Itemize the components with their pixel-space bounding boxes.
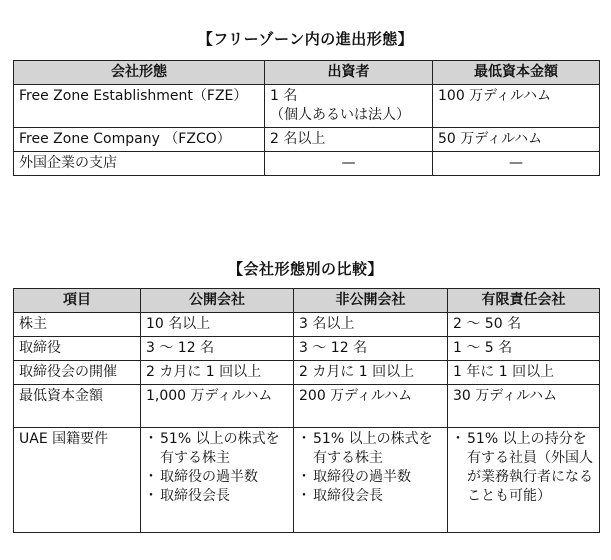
table-cell: 2 ～ 50 名 xyxy=(448,313,600,337)
table-cell: 1,000 万ディルハム xyxy=(141,385,294,428)
table-cell: — xyxy=(265,152,433,176)
requirement-list xyxy=(146,430,288,506)
row-label: 取締役会の開催 xyxy=(14,361,141,385)
requirement-list xyxy=(453,430,594,506)
table-cell: 2 カ月に 1 回以上 xyxy=(141,361,294,385)
table-cell: 2 名以上 xyxy=(265,128,433,152)
column-header: 非公開会社 xyxy=(294,289,448,313)
table-header-row xyxy=(14,289,600,313)
list-item: ・ 取締役会長 xyxy=(146,487,288,506)
list-item: ・ 51% 以上の株式を有する株主 xyxy=(146,430,288,468)
table-row xyxy=(14,85,600,128)
list-item: ・ 取締役会長 xyxy=(299,487,442,506)
table-header-row xyxy=(14,61,600,85)
table-cell: 10 名以上 xyxy=(141,313,294,337)
row-label: 最低資本金額 xyxy=(14,385,141,428)
table-row xyxy=(14,128,600,152)
table-cell: 30 万ディルハム xyxy=(448,385,600,428)
table-row xyxy=(14,385,600,428)
table-row xyxy=(14,361,600,385)
table-cell: 200 万ディルハム xyxy=(294,385,448,428)
row-label: 取締役 xyxy=(14,337,141,361)
table-cell: 1 名 （個人あるいは法人） xyxy=(265,85,433,128)
table-cell: Free Zone Establishment（FZE） xyxy=(14,85,265,128)
column-header: 項目 xyxy=(14,289,141,313)
row-label: UAE 国籍要件 xyxy=(14,428,141,533)
column-header: 公開会社 xyxy=(141,289,294,313)
requirement-list xyxy=(299,430,442,506)
table-cell: 外国企業の支店 xyxy=(14,152,265,176)
column-header: 有限責任会社 xyxy=(448,289,600,313)
table-row xyxy=(14,428,600,533)
table-cell xyxy=(448,428,600,533)
table-cell xyxy=(141,428,294,533)
table-row xyxy=(14,337,600,361)
column-header: 出資者 xyxy=(265,61,433,85)
table-cell: Free Zone Company （FZCO） xyxy=(14,128,265,152)
table-cell: 100 万ディルハム xyxy=(433,85,600,128)
table-cell xyxy=(294,428,448,533)
column-header: 会社形態 xyxy=(14,61,265,85)
list-item: ・ 51% 以上の株式を有する株主 xyxy=(299,430,442,468)
column-header: 最低資本金額 xyxy=(433,61,600,85)
table1-title: 【フリーゾーン内の進出形態】 xyxy=(197,30,414,48)
entry-forms-table xyxy=(13,60,600,176)
table-cell: 1 年に 1 回以上 xyxy=(448,361,600,385)
table-cell: 2 カ月に 1 回以上 xyxy=(294,361,448,385)
table2-title: 【会社形態別の比較】 xyxy=(227,260,383,278)
table-cell: 50 万ディルハム xyxy=(433,128,600,152)
row-label: 株主 xyxy=(14,313,141,337)
list-item: ・ 取締役の過半数 xyxy=(299,468,442,487)
list-item: ・ 51% 以上の持分を有する社員（外国人が業務執行者になることも可能） xyxy=(453,430,594,506)
table-cell: 3 ～ 12 名 xyxy=(141,337,294,361)
company-comparison-table xyxy=(13,288,600,533)
table-cell: — xyxy=(433,152,600,176)
table-cell: 1 ～ 5 名 xyxy=(448,337,600,361)
table-row xyxy=(14,313,600,337)
table-row xyxy=(14,152,600,176)
table-cell: 3 名以上 xyxy=(294,313,448,337)
table-cell: 3 ～ 12 名 xyxy=(294,337,448,361)
list-item: ・ 取締役の過半数 xyxy=(146,468,288,487)
